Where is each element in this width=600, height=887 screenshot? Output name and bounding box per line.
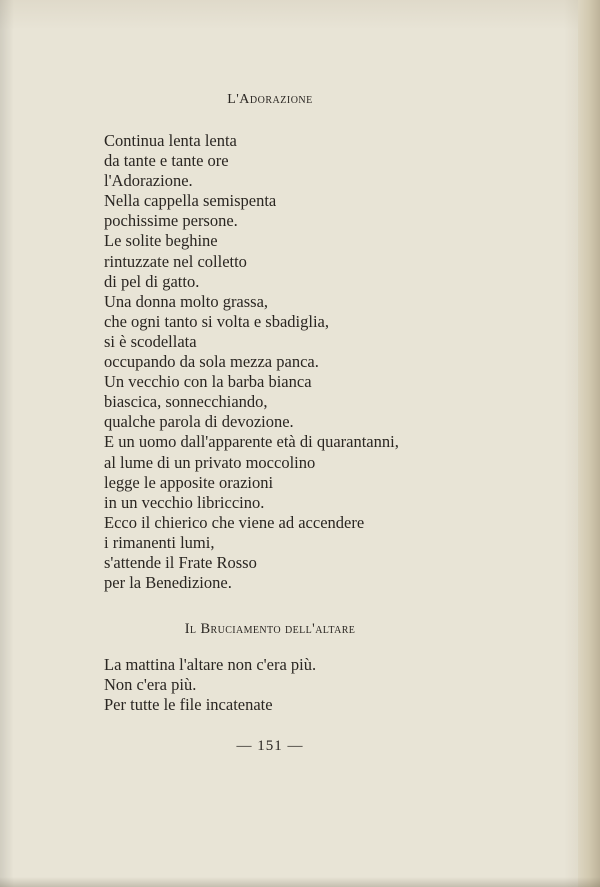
poem-line: E un uomo dall'apparente età di quarantanni, bbox=[104, 432, 399, 452]
poem-bruciamento bbox=[104, 655, 316, 715]
poem-line: Un vecchio con la barba bianca bbox=[104, 372, 312, 392]
page-number: — 151 — bbox=[236, 738, 304, 754]
poem-line: si è scodellata bbox=[104, 331, 197, 351]
poem-line: l'Adorazione. bbox=[104, 171, 193, 191]
poem-line: di pel di gatto. bbox=[104, 271, 200, 291]
poem-line: Per tutte le file incatenate bbox=[104, 695, 273, 715]
poem-line: Non c'era più. bbox=[104, 675, 197, 695]
poem-line: pochissime persone. bbox=[104, 211, 238, 231]
poem-line: Continua lenta lenta bbox=[104, 131, 237, 150]
poem-line: biascica, sonnecchiando, bbox=[104, 392, 268, 412]
poem-line: al lume di un privato moccolino bbox=[104, 452, 316, 472]
poem-line: Nella cappella semispenta bbox=[104, 191, 277, 211]
poem-line: qualche parola di devozione. bbox=[104, 412, 294, 432]
poem-line: che ogni tanto si volta e sbadiglia, bbox=[104, 311, 329, 331]
poem-line: in un vecchio libriccino. bbox=[104, 492, 265, 512]
poem-line: Ecco il chierico che viene ad accendere bbox=[104, 512, 365, 532]
page-edge bbox=[578, 0, 600, 887]
poem-line: Una donna molto grassa, bbox=[104, 291, 269, 311]
poem-line: i rimanenti lumi, bbox=[104, 532, 215, 552]
poem-line: per la Benedizione. bbox=[104, 573, 232, 593]
poem-line: da tante e tante ore bbox=[104, 151, 229, 171]
poem-line: La mattina l'altare non c'era più. bbox=[104, 655, 317, 674]
section-title: Il Bruciamento dell'altare bbox=[184, 621, 356, 637]
poem-line: s'attende il Frate Rosso bbox=[104, 552, 257, 572]
poem-line: Le solite beghine bbox=[104, 231, 218, 251]
page-bottom-shadow bbox=[0, 877, 600, 887]
running-head: L'Adorazione bbox=[227, 92, 313, 107]
poem-adorazione bbox=[104, 131, 399, 593]
poem-line: legge le apposite orazioni bbox=[104, 472, 274, 492]
poem-line: rintuzzate nel colletto bbox=[104, 251, 247, 271]
poem-line: occupando da sola mezza panca. bbox=[104, 352, 319, 372]
